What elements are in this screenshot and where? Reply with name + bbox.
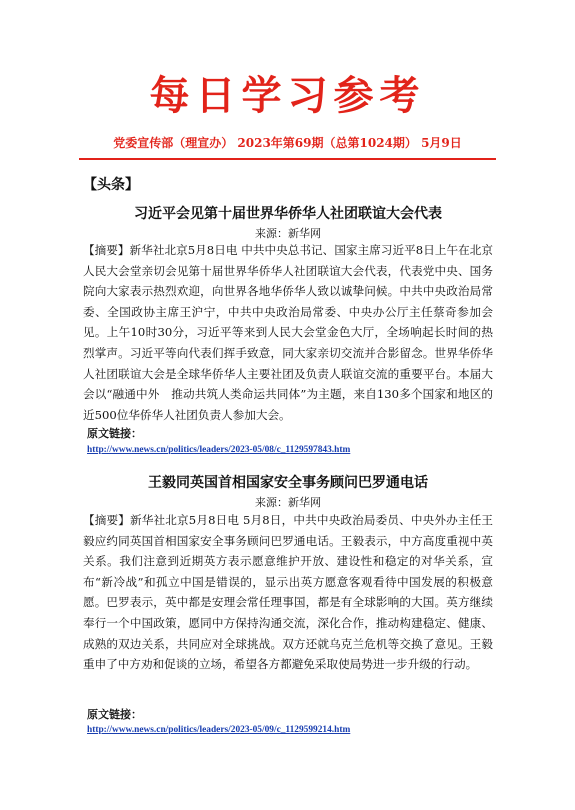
link-label: 原文链接： xyxy=(87,708,142,721)
article-link[interactable]: http://www.news.cn/politics/leaders/2023-05/09/c_1129599214.htm xyxy=(87,725,351,735)
masthead-title: 每日学习参考 xyxy=(149,72,426,119)
article-summary: 【摘要】新华社北京5月8日电 5月8日，中共中央政治局委员、中央外办主任王毅应约同英国首相国家安全事务顾问巴罗通电话。王毅表示，中方高度重视中英关系。我们注意到近期英方表示愿意维护开放、建设性和稳定的对华关系，宣布“新冷战”和孤立中国是错误的，显示出英方愿意客观看待中国发展的积极意愿。巴罗表示，英中都是安理会常任理事国，都是有全球影响的大国。英方继续奉行一个中国政策，愿同中方保持沟通交流，深化合作，推动构建稳定、健康、成熟的双边关系，共同应对全球挑战。双方还就乌克兰危机等交换了意见。王毅重申了中方劝和促谈的立场，希望各方都避免采取使局势进一步升级的行动。 xyxy=(83,513,493,672)
link-label: 原文链接： xyxy=(87,427,142,440)
article-source: 来源：新华网 xyxy=(255,496,321,509)
article-title: 习近平会见第十届世界华侨华人社团联谊大会代表 xyxy=(134,206,442,222)
article-source: 来源：新华网 xyxy=(255,227,321,240)
issue-line: 党委宣传部（理宣办） 2023年第69期（总第1024期） 5月9日 xyxy=(113,136,462,150)
article-link[interactable]: http://www.news.cn/politics/leaders/2023-05/08/c_1129597843.htm xyxy=(87,445,351,455)
article-title: 王毅同英国首相国家安全事务顾问巴罗通电话 xyxy=(148,475,428,491)
article-summary: 【摘要】新华社北京5月8日电 中共中央总书记、国家主席习近平8日上午在北京人民大会堂亲切会见第十届世界华侨华人社团联谊大会代表，代表党中央、国务院向大家表示热烈欢迎，向世界各地华侨华人致以诚挚问候。中共中央政治局常委、全国政协主席王沪宁，中共中央政治局常委、中央办公厅主任蔡奇参加会见。上午10时30分，习近平等来到人民大会堂金色大厅，全场响起长时间的热烈掌声。习近平等向代表们挥手致意，同大家亲切交流并合影留念。世界华侨华人社团联谊大会是全球华侨华人主要社团及负责人联谊交流的重要平台。本届大会以“融通中外 推动共筑人类命运共同体”为主题，来自130多个国家和地区的近500位华侨华人社团负责人参加大会。 xyxy=(83,243,493,422)
header-divider xyxy=(79,158,496,160)
section-tag: 【头条】 xyxy=(83,177,139,193)
